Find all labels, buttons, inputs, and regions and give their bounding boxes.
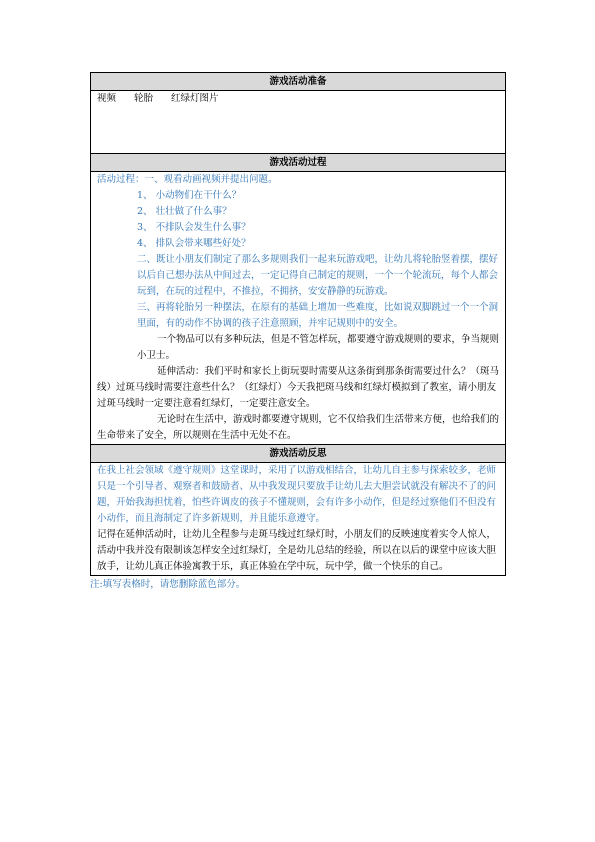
question-4: 4、 排队会带来哪些好处？ [137, 238, 251, 249]
question-3: 3、 不排队会发生什么事？ [137, 222, 251, 233]
process-content [91, 172, 506, 445]
process-para-1: 一个物品可以有多种玩法，但是不管怎样玩，都要遵守游戏规则的要求，争当规则小卫士。 [137, 334, 500, 361]
reflect-header: 游戏活动反思 [91, 445, 506, 463]
process-intro: 活动过程：一、观看动画视频并提出问题。 [97, 174, 278, 185]
reflect-content [91, 463, 506, 576]
reflect-blue-text: 在我上社会领域《遵守规则》这堂课时，采用了以游戏相结合，让幼儿自主参与探索较多，老师只是一个引导者、观察者和鼓励者、从中我发现只要放手让幼儿去大胆尝试就没有解决不了的问题，开始我海担忧着，怕些许调皮的孩子不懂规则，会有许多小动作，但是经过察他们不但没有小动作，而且海制定了许多新规则，并且能乐意遵守。 [97, 465, 497, 524]
prep-item-video: 视频 [97, 93, 117, 104]
footer-note: 注:填写表格时，请您删除蓝色部分。 [90, 579, 246, 590]
process-step-3: 三、再将轮胎另一种摆法，在原有的基础上增加一些难度，比如说双脚跳过一个一个洞里面，有的动作不协调的孩子注意照顾，并牢记规则中的安全。 [137, 302, 499, 329]
prep-header: 游戏活动准备 [91, 73, 506, 91]
process-step-2: 二、既让小朋友们制定了那么多规则我们一起来玩游戏吧，让幼儿将轮胎竖着摆，摆好以后自己想办法从中间过去，一定记得自己制定的规则，一个一个轮流玩，每个人都会玩到，在玩的过程中，不推拉，不拥挤，安安静静的玩游戏。 [137, 254, 499, 297]
question-1: 1、 小动物们在干什么？ [137, 190, 242, 201]
prep-item-traffic-light-image: 红绿灯图片 [171, 93, 219, 104]
process-para-3: 无论时在生活中，游戏时都要遵守规则，它不仅给我们生活带来方便，也给我们的生命带来了安全，所以规则在生活中无处不在。 [97, 414, 500, 441]
reflect-black-text: 记得在延伸活动时，让幼儿全程参与走斑马线过红绿灯时，小朋友们的反映速度着实令人惊人，活动中我并没有限制该怎样安全过红绿灯，全是幼儿总结的经验，所以在以后的课堂中应该大胆放手，让幼儿真正体验寓教于乐，真正体验在学中玩，玩中学，做一个快乐的自己。 [97, 529, 497, 572]
question-2: 2、 壮壮做了什么事？ [137, 206, 232, 217]
activity-table [90, 72, 506, 576]
process-header: 游戏活动过程 [91, 154, 506, 172]
prep-content [91, 91, 506, 154]
prep-item-tire: 轮胎 [134, 93, 154, 104]
process-para-2: 延伸活动：我们平时和家长上街玩耍时需要从这条街到那条街需要过什么？（斑马线）过斑马线时需要注意些什么？（红绿灯）今天我把斑马线和红绿灯模拟到了教室，请小朋友过斑马线时一定要注意看红绿灯，一定要注意安全。 [97, 366, 500, 409]
